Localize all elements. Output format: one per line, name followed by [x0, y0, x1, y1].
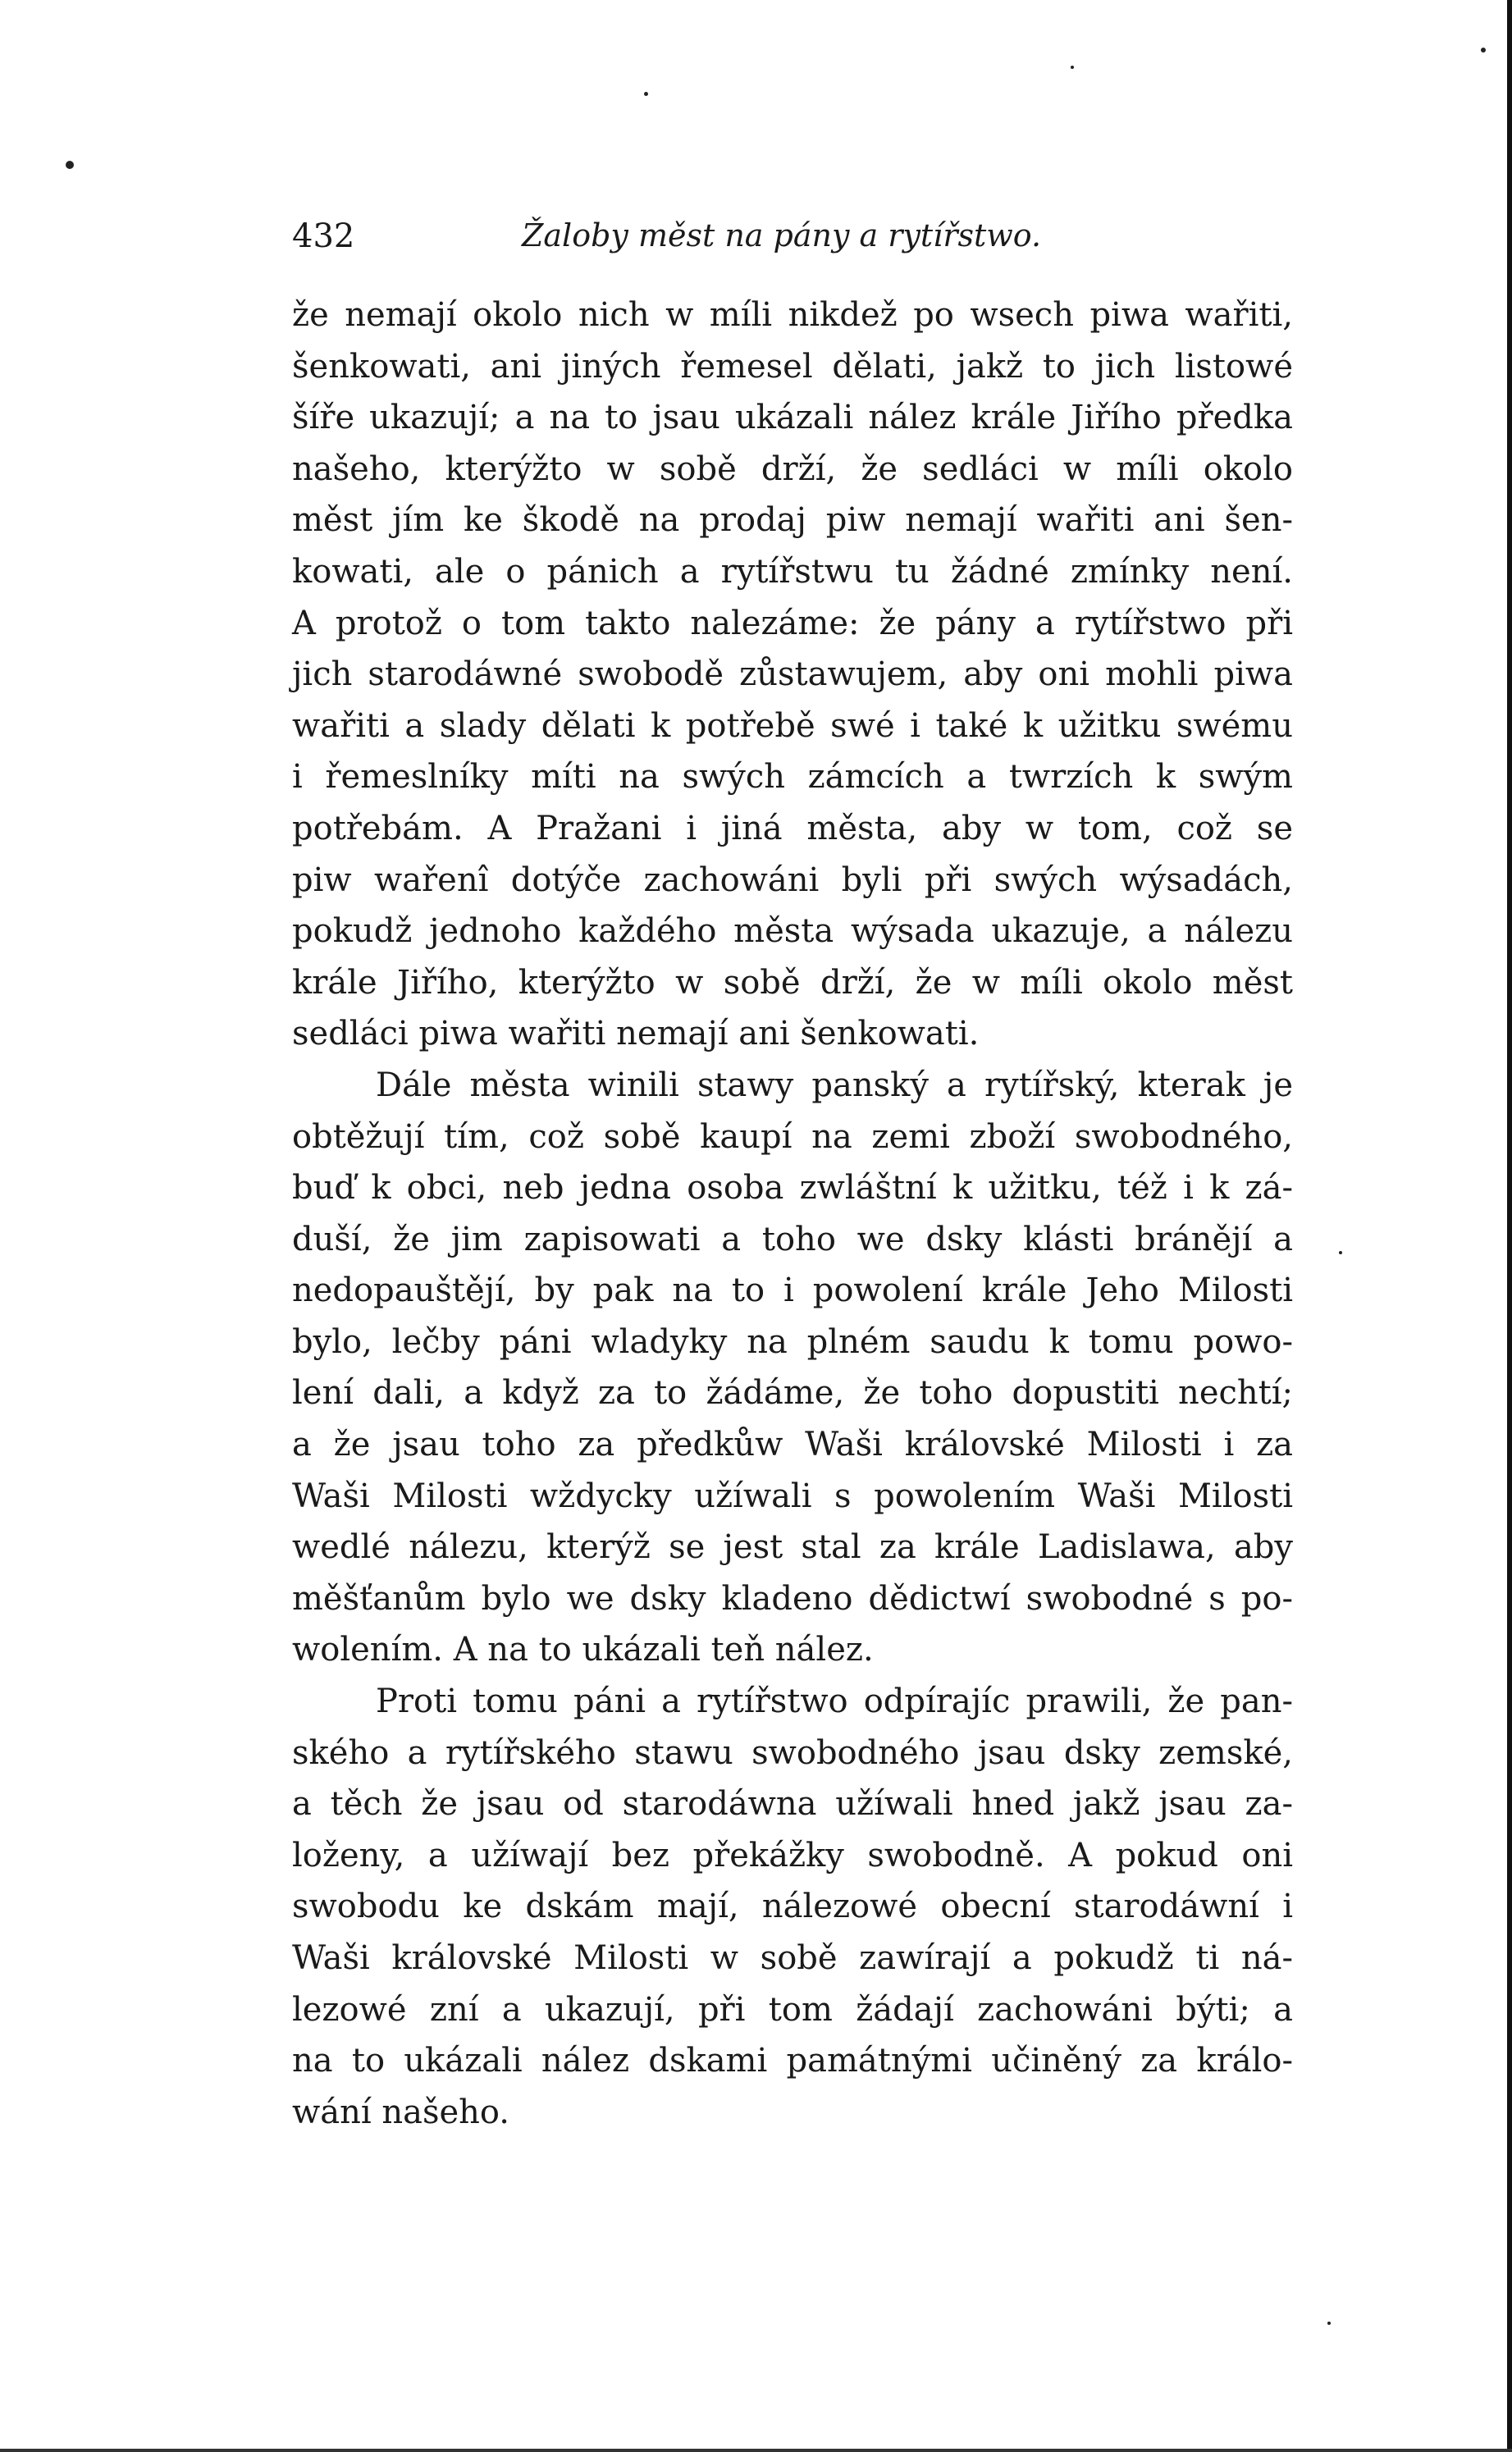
text-line: wolením. A na to ukázali teň nález. — [292, 1631, 874, 1669]
text-line: nedopauštějí, by pak na to i powolení krále Jeho Milosti — [292, 1272, 1293, 1310]
text-line: bylo, lečby páni wladyky na plném saudu k tomu powo- — [292, 1322, 1293, 1361]
text-line: A protož o tom takto nalezáme: že pány a rytířstwo při — [292, 604, 1293, 642]
ink-speck — [1327, 2322, 1331, 2325]
text-line: našeho, kterýžto w sobě drží, že sedláci w míli okolo — [292, 450, 1293, 488]
ink-speck — [1071, 66, 1074, 69]
text-line: lení dali, a když za to žádáme, že toho dopustiti nechtí; — [292, 1374, 1293, 1413]
ink-speck — [644, 92, 648, 96]
text-line: buď k obci, neb jedna osoba zwláštní k užitku, též i k zá- — [292, 1169, 1293, 1208]
text-line: piw wařenî dotýče zachowáni byli při swých wýsadách, — [292, 861, 1293, 899]
text-line: jich starodáwné swobodě zůstawujem, aby oni mohli piwa — [292, 655, 1293, 694]
text-line: Waši Milosti wždycky užíwali s powolením Waši Milosti — [292, 1477, 1293, 1515]
text-line: wání našeho. — [292, 2093, 510, 2131]
text-line: sedláci piwa wařiti nemají ani šenkowati. — [292, 1015, 980, 1053]
ink-speck — [1481, 48, 1486, 53]
text-line: a že jsau toho za předkůw Waši královské Milosti i za — [292, 1426, 1293, 1464]
text-line: na to ukázali nález dskami památnými učiněný za králo- — [292, 2042, 1293, 2080]
text-line: že nemají okolo nich w míli nikdež po wsech piwa wařiti, — [292, 296, 1293, 334]
page-bottom-edge — [0, 2449, 1512, 2452]
text-line: Waši královské Milosti w sobě zawírají a pokudž ti ná- — [292, 1939, 1293, 1977]
page-right-edge — [1507, 0, 1512, 2452]
text-line: swobodu ke dskám mají, nálezowé obecní starodáwní i — [292, 1888, 1293, 1926]
text-line: obtěžují tím, což sobě kaupí na zemi zboží swobodného, — [292, 1117, 1293, 1156]
text-line: a těch že jsau od starodáwna užíwali hned jakž jsau za- — [292, 1785, 1293, 1824]
text-line: měšťanům bylo we dsky kladeno dědictwí swobodné s po- — [292, 1579, 1293, 1618]
text-line: wedlé nálezu, kterýž se jest stal za krále Ladislawa, aby — [292, 1528, 1293, 1567]
text-line: šíře ukazují; a na to jsau ukázali nález krále Jiřího předka — [292, 399, 1293, 437]
ink-speck — [66, 161, 74, 169]
text-line: ského a rytířského stawu swobodného jsau dsky zemské, — [292, 1733, 1293, 1772]
text-line: lezowé zní a ukazují, při tom žádají zachowáni býti; a — [292, 1990, 1293, 2029]
text-line: duší, že jim zapisowati a toho we dsky klásti bránějí a — [292, 1220, 1293, 1258]
text-line: pokudž jednoho každého města wýsada ukazuje, a nálezu — [292, 912, 1293, 951]
text-line: měst jím ke škodě na prodaj piw nemají wařiti ani šen- — [292, 501, 1293, 540]
text-line: wařiti a slady dělati k potřebě swé i také k užitku swému — [292, 706, 1293, 745]
text-line: potřebám. A Pražani i jiná města, aby w tom, což se — [292, 809, 1293, 847]
text-line: i řemeslníky míti na swých zámcích a twrzích k swým — [292, 758, 1293, 797]
text-line: loženy, a užíwají bez překážky swobodně. A pokud oni — [292, 1836, 1293, 1874]
text-line: kowati, ale o pánich a rytířstwu tu žádné zmínky není. — [292, 552, 1293, 591]
page-number: 432 — [292, 217, 355, 255]
body-text — [292, 290, 1293, 2138]
ink-speck — [1339, 1251, 1342, 1254]
text-line: Proti tomu páni a rytířstwo odpírajíc prawili, že pan- — [376, 1683, 1293, 1721]
text-line: krále Jiřího, kterýžto w sobě drží, že w míli okolo měst — [292, 963, 1293, 1002]
text-line: šenkowati, ani jiných řemesel dělati, jakž to jich listowé — [292, 347, 1293, 386]
text-line: Dále města winili stawy panský a rytířský, kterak je — [376, 1066, 1293, 1104]
page-header — [292, 217, 1293, 267]
running-title: Žaloby měst na pány a rytířstwo. — [522, 217, 1042, 253]
